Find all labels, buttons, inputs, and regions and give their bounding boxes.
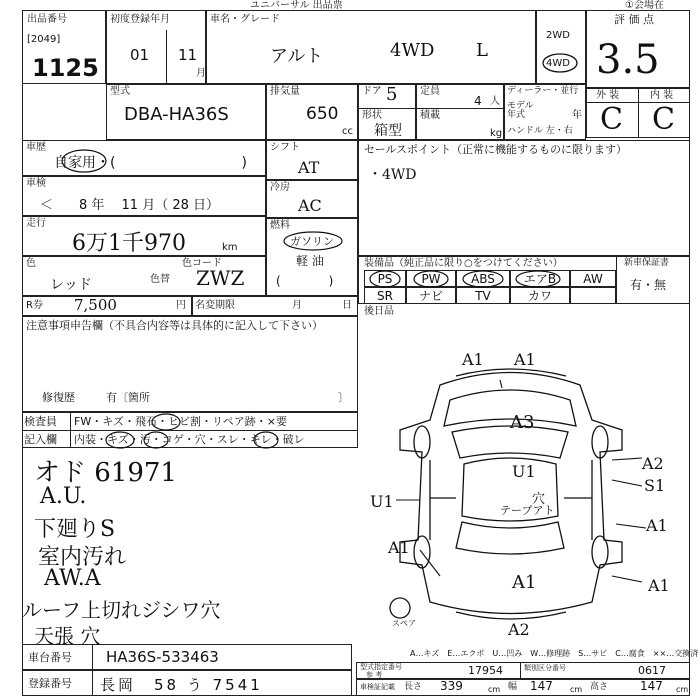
repair-label: 修復歴 xyxy=(42,391,75,404)
mark-a1-rear: A1 xyxy=(512,572,537,593)
drive-2wd: 2WD xyxy=(546,30,570,41)
mark-a2-rear: A2 xyxy=(508,620,530,639)
drive-4wd-circle xyxy=(540,51,580,75)
equip-circles xyxy=(364,268,574,290)
equip-sr: SR xyxy=(364,287,406,304)
person-unit: 人 xyxy=(490,96,500,107)
mileage-value: 6万1千970 xyxy=(72,231,186,256)
aircon-value: AC xyxy=(298,196,322,215)
car-diagram xyxy=(360,340,690,640)
exterior-label: 外 装 xyxy=(596,90,620,101)
equip-navi: ナビ xyxy=(406,287,456,304)
width-label: 幅 xyxy=(508,682,518,692)
warranty-label: 新車保証書 xyxy=(624,258,670,268)
history-circle xyxy=(60,148,110,174)
record-circles xyxy=(100,414,280,450)
record-label: 記入欄 xyxy=(24,433,57,446)
equip-blank xyxy=(570,287,616,304)
color-code: ZWZ xyxy=(196,266,245,290)
mark-a2-right: A2 xyxy=(642,454,664,473)
fuel-paren: ( ) xyxy=(276,274,334,288)
mark-u1-left: U1 xyxy=(370,492,394,511)
aircon-label: 冷房 xyxy=(270,182,290,193)
first-reg-year: 01 xyxy=(130,46,150,64)
interior-grade: C xyxy=(652,102,675,137)
model-label: 車名・グレード xyxy=(210,14,280,25)
inspection-value: ＜ 8 年 11 月（ 28 日） xyxy=(40,198,220,213)
kg-unit: kg xyxy=(490,128,503,139)
mark-u1-roof: U1 xyxy=(512,462,536,481)
color-value: レッド xyxy=(50,277,92,293)
recycle-label: R券 xyxy=(26,300,43,311)
mark-a1-right-side: A1 xyxy=(646,516,668,535)
width-unit: cm xyxy=(570,685,583,694)
shift-label: シフト xyxy=(270,142,300,153)
equip-airbag: エアB xyxy=(510,270,570,287)
registration-label: 登録番号 xyxy=(28,677,72,690)
model-year-label: モデル年式 xyxy=(507,101,534,120)
shift-value: AT xyxy=(298,158,320,177)
shape-value: 箱型 xyxy=(374,123,402,139)
mark-a1-front-left: A1 xyxy=(462,350,484,369)
fuel-value: ガソリン xyxy=(290,235,334,248)
displacement-label: 排気量 xyxy=(270,86,300,97)
lot-sub: [2049] xyxy=(27,34,61,45)
note-au: A.U. xyxy=(40,484,87,509)
equip-tv: TV xyxy=(456,287,510,304)
color-label: 色 xyxy=(26,258,36,269)
dealer-label: ディーラー・並行 xyxy=(507,86,579,96)
cc-unit: cc xyxy=(342,126,353,137)
year-unit: 年 xyxy=(572,110,582,121)
sales-point-box xyxy=(358,140,690,256)
mark-a1-right-rear: A1 xyxy=(648,576,670,595)
grade-drive: 4WD xyxy=(390,40,435,61)
first-reg-label: 初度登録年月 xyxy=(110,14,170,25)
form-title: ユニバーサル 出品票 xyxy=(250,0,343,11)
yen-unit: 円 xyxy=(176,300,186,311)
equip-aw: AW xyxy=(570,270,616,287)
notes-label: 注意事項申告欄（不具合内容等は具体的に記入して下さい） xyxy=(26,319,323,332)
venue-mark: ①会場在 xyxy=(625,0,664,11)
name-change-month: 月 xyxy=(292,300,302,311)
equip-abs: ABS xyxy=(456,270,510,287)
type-label: 型式 xyxy=(110,86,130,97)
name-change-day: 日 xyxy=(342,300,352,311)
approval-value: 17954 xyxy=(468,664,503,677)
length-value: 339 xyxy=(440,679,463,693)
length-label: 長さ xyxy=(404,682,423,692)
first-reg-month: 11 xyxy=(178,46,198,64)
repair-value: 有〔箇所 xyxy=(106,391,150,404)
registration-value: 長岡 58 う 7541 xyxy=(100,676,263,694)
interior-label: 内 装 xyxy=(650,90,674,101)
name-change-label: 名変期限 xyxy=(195,300,235,311)
color-change-label: 色替 xyxy=(150,274,170,285)
chassis-value: HA36S-533463 xyxy=(106,648,219,666)
score: 3.5 xyxy=(596,37,660,83)
month-unit: 月 xyxy=(196,68,206,79)
aftermarket-label: 後日品 xyxy=(364,306,394,317)
mark-hole: 穴 xyxy=(532,492,546,507)
score-label: 評 価 点 xyxy=(614,13,654,26)
mark-a3: A3 xyxy=(510,412,535,433)
warranty-value: 有・無 xyxy=(630,278,667,292)
approval-label: 型式指定番号 xyxy=(360,663,402,671)
fuel-alt: 軽 油 xyxy=(296,254,324,268)
fuel-circle xyxy=(282,230,344,252)
equip-pw: PW xyxy=(406,270,456,287)
handle-label: ハンドル 左・右 xyxy=(507,126,573,136)
mark-s1: S1 xyxy=(644,476,666,495)
sales-point-label: セールスポイント（正常に機能するものに限ります） xyxy=(364,143,628,156)
doors-value: 5 xyxy=(386,84,398,105)
mark-tape: テープアト xyxy=(500,504,555,517)
capacity-label: 定員 xyxy=(420,86,440,97)
chassis-label: 車台番号 xyxy=(28,651,72,664)
color-code-label: 色コード xyxy=(182,258,222,269)
mark-spare: スペア xyxy=(392,619,416,628)
repair-close: 〕 xyxy=(338,391,349,404)
sales-point-text: ・4WD xyxy=(368,167,417,183)
width-value: 147 xyxy=(530,679,553,693)
model-name: アルト xyxy=(270,46,324,67)
displacement-value: 650 xyxy=(306,104,339,124)
note-odo: オド 61971 xyxy=(34,458,177,488)
height-label: 高さ xyxy=(590,682,609,692)
class-value: 0617 xyxy=(638,664,666,677)
lot-number: 1125 xyxy=(32,54,99,82)
equip-ps: PS xyxy=(364,270,406,287)
class-label: 類別区分番号 xyxy=(524,664,566,672)
height-value: 147 xyxy=(640,679,663,693)
km-unit: km xyxy=(222,242,238,253)
grade: L xyxy=(476,40,488,61)
mark-a1-front-right: A1 xyxy=(514,350,536,369)
dimensions-label: 車検証記載 xyxy=(360,683,395,691)
doors-label: ドア xyxy=(362,86,382,97)
inspector-label: 検査員 xyxy=(24,415,57,428)
record-items: 内装・キズ・汚・コゲ・穴・スレ・キレ・破レ xyxy=(74,433,305,446)
mark-a1-left-rear: A1 xyxy=(388,538,410,557)
capacity-value: 4 xyxy=(474,94,482,108)
note-underbody: 下廻りS xyxy=(34,517,116,542)
lot-label: 出品番号 xyxy=(27,14,67,25)
inspector-items: FW・キズ・飛石・ヒビ割・リペア跡・×要 xyxy=(74,415,287,428)
height-unit: cm xyxy=(676,685,689,694)
note-ceiling: 天張 穴 xyxy=(34,624,101,648)
history-label: 車歴 xyxy=(26,142,46,153)
note-interior: 室内汚れ xyxy=(38,545,127,570)
inspection-label: 車検 xyxy=(26,178,46,189)
mileage-label: 走行 xyxy=(26,218,46,229)
recycle-amount: 7,500 xyxy=(74,296,117,314)
equip-kawa: カワ xyxy=(510,287,570,304)
damage-legend: A…キズ E…エクボ U…凹み W…修理跡 S…サビ C…腐食 ××…交換済 xyxy=(410,649,699,658)
equipment-label: 装備品（純正品に限り○をつけてください） xyxy=(364,258,563,269)
note-roof: ルーフ上切れジシワ穴 xyxy=(22,598,221,622)
note-aw: AW.A xyxy=(44,566,101,591)
fuel-label: 燃料 xyxy=(270,220,290,231)
load-label: 積載 xyxy=(420,110,440,121)
drive-4wd: 4WD xyxy=(546,58,570,69)
history-value: 自家用・( ) xyxy=(54,155,247,171)
length-unit: cm xyxy=(488,685,501,694)
type-value: DBA-HA36S xyxy=(124,104,229,125)
shape-label: 形状 xyxy=(362,110,382,121)
exterior-grade: C xyxy=(600,102,623,137)
approval-label2: 参 考 xyxy=(366,671,383,679)
